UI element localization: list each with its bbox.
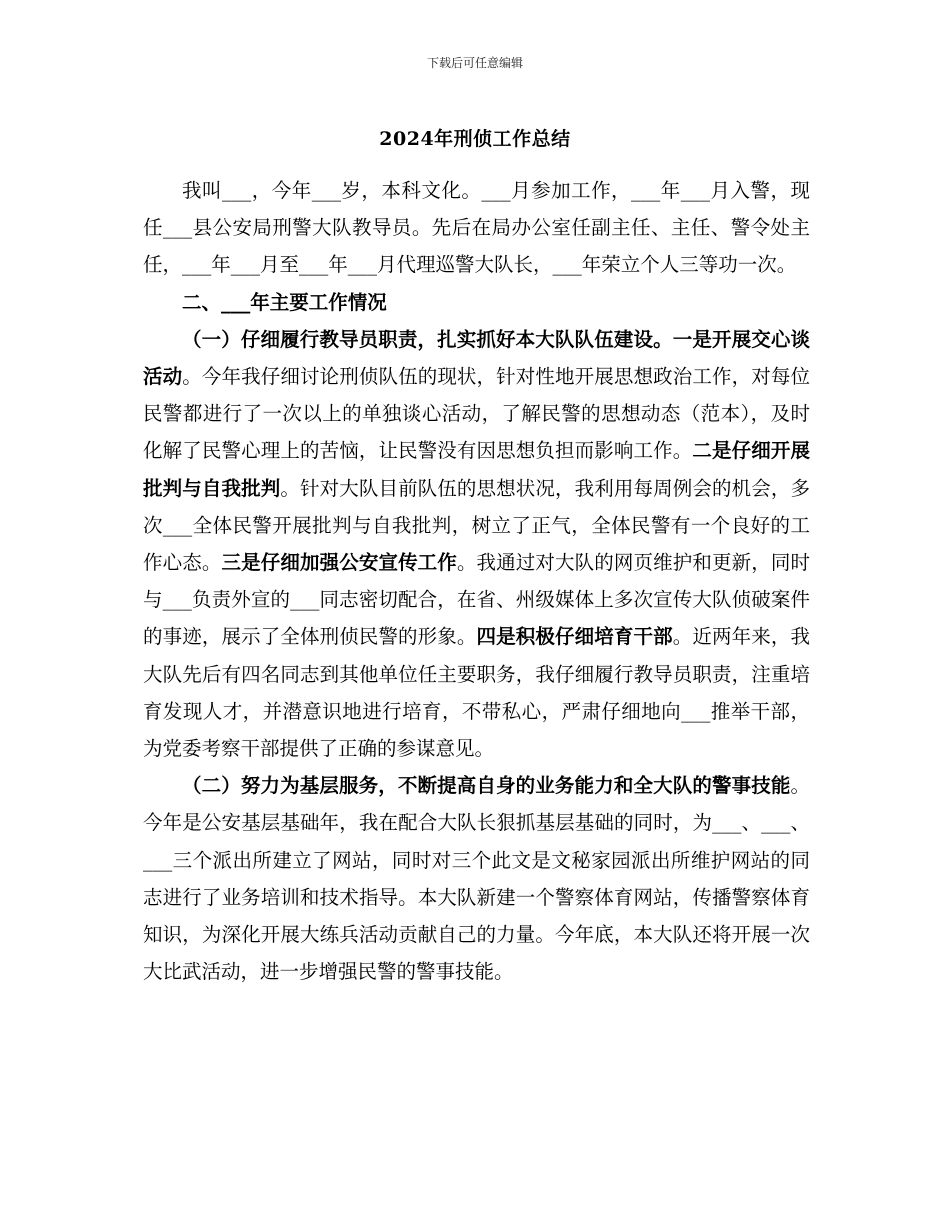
point-2-text: 。针对大队目前队伍的思想状况，我利用每周例会的机会，多次___全体民警开展批判与自我批判，树立了正气，全体民警有一个良好的工作心态。 (143, 476, 810, 575)
section-heading: 二、___年主要工作情况 (182, 290, 387, 314)
section-1-lead: （一）仔细履行教导员职责，扎实抓好本大队队伍建设。 (182, 327, 673, 351)
point-4-label: 四是积极仔细培育干部 (476, 625, 673, 649)
page-header-note: 下载后可任意编辑 (426, 56, 523, 70)
point-3-label: 三是仔细加强公安宣传工作 (221, 551, 457, 575)
point-1-label: 一是开展交心谈活动 (143, 327, 810, 389)
document-body (143, 172, 810, 990)
intro-paragraph: 我叫___，今年___岁，本科文化。___月参加工作，___年___月入警，现任___县公安局刑警大队教导员。先后在局办公室任副主任、主任、警令处主任，___年___月至___年___月代理巡警大队长，___年荣立个人三等功一次。 (143, 179, 810, 277)
point-2-label: 二是仔细开展批判与自我批判 (143, 439, 810, 500)
section-1-paragraph (143, 321, 810, 767)
section-2-text: 。今年是公安基层基础年，我在配合大队长狠抓基层基础的同时，为___、___、___三个派出所建立了网站，同时对三个此文是文秘家园派出所维护网站的同志进行了业务培训和技术指导。本大队新建一个警察体育网站，传播警察体育知识，为深化开展大练兵活动贡献自己的力量。今年底，本大队还将开展一次大比武活动，进一步增强民警的警事技能。 (143, 774, 810, 984)
point-1-text: 。今年我仔细讨论刑侦队伍的现状，针对性地开展思想政治工作，对每位民警都进行了一次以上的单独谈心活动，了解民警的思想动态（范本），及时化解了民警心理上的苦恼，让民警没有因思想负担而影响工作。 (143, 365, 810, 463)
point-3-text: 。我通过对大队的网页维护和更新，同时与___负责外宣的___同志密切配合，在省、州级媒体上多次宣传大队侦破案件的事迹，展示了全体刑侦民警的形象。 (143, 551, 810, 649)
section-2-lead: （二）努力为基层服务，不断提高自身的业务能力和全大队的警事技能 (182, 774, 791, 798)
document-title: 2024年刑侦工作总结 (379, 128, 571, 150)
point-4-text: 。近两年来，我大队先后有四名同志到其他单位任主要职务，我仔细履行教导员职责，注重培育发现人才，并潜意识地进行培育，不带私心，严肃仔细地向___推举干部，为党委考察干部提供了正确的参谋意见。 (143, 625, 810, 761)
section-2-paragraph (143, 767, 810, 990)
